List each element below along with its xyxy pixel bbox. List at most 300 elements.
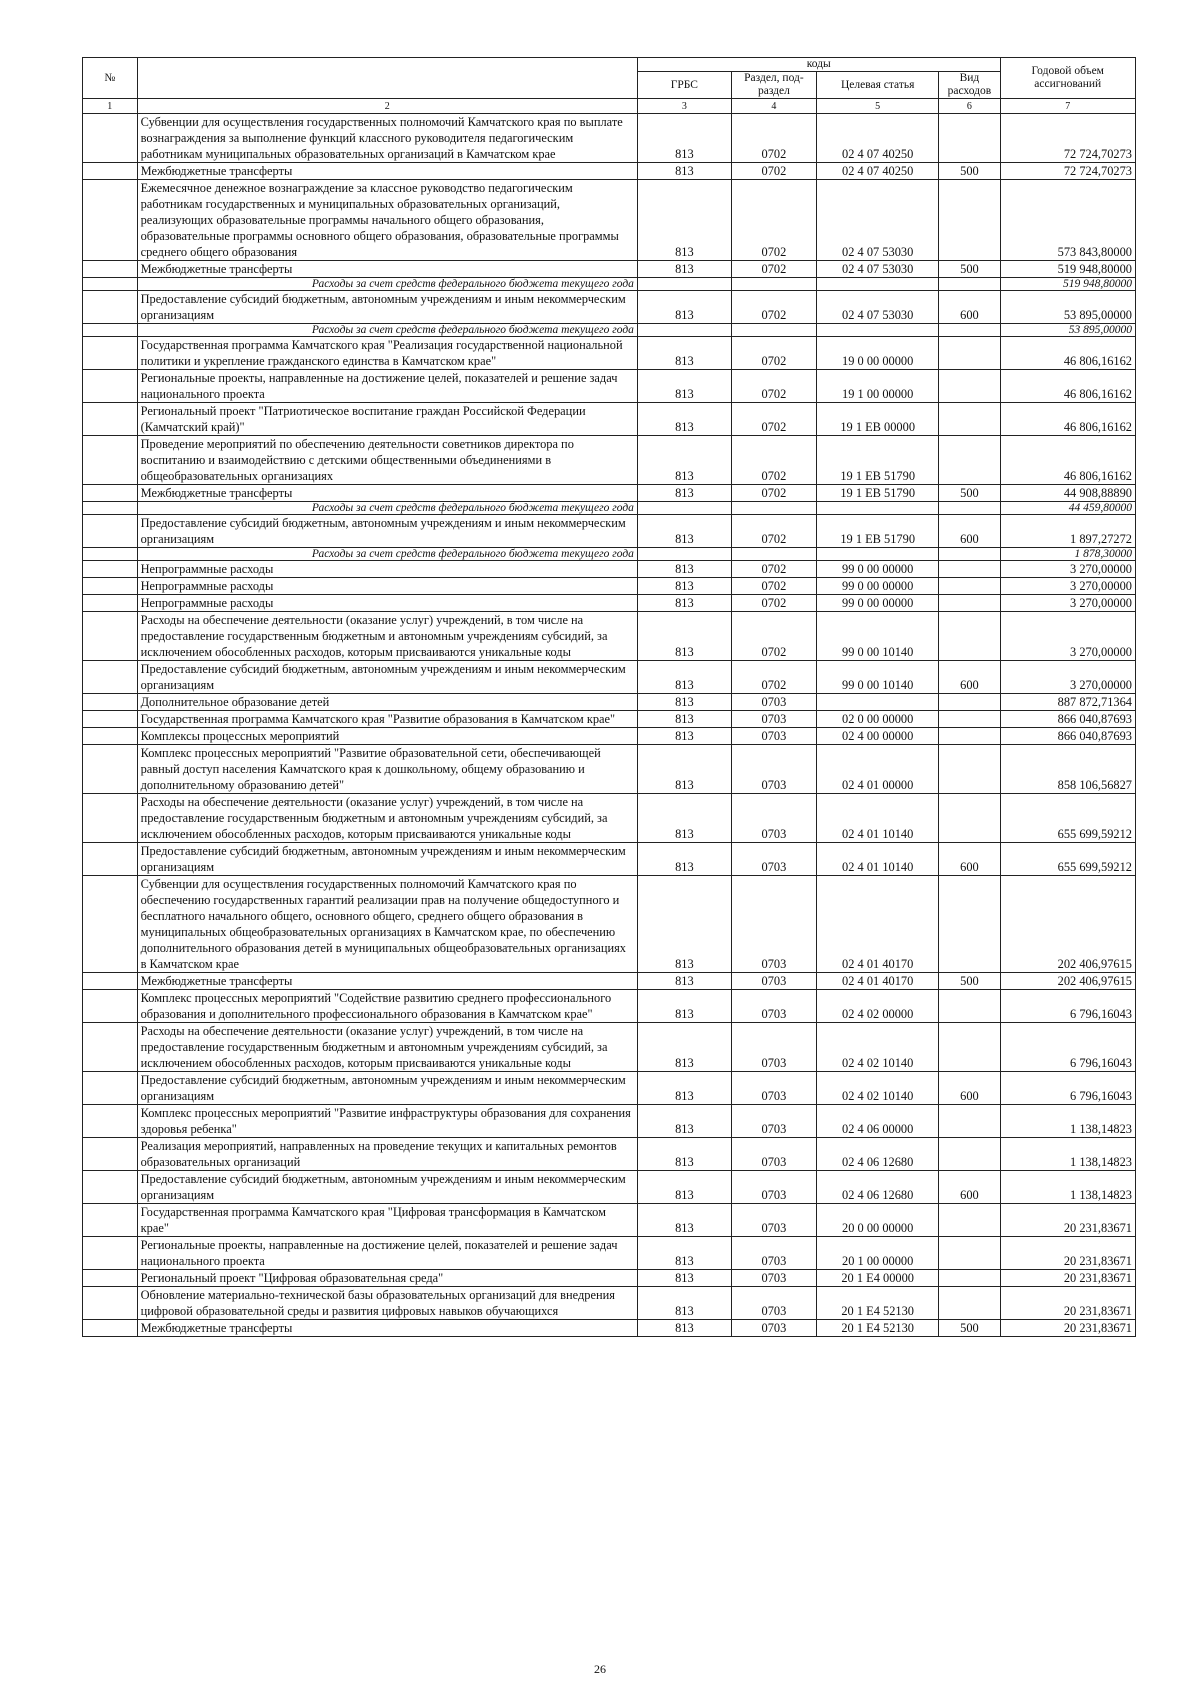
row-vid-cell (939, 728, 1000, 745)
row-name-cell: Непрограммные расходы (137, 578, 637, 595)
row-target-cell: 20 0 00 00000 (817, 1204, 939, 1237)
row-grbs-cell: 813 (637, 1072, 731, 1105)
row-name-cell: Межбюджетные трансферты (137, 485, 637, 502)
table-row (83, 794, 1136, 843)
table-row (83, 114, 1136, 163)
col-num-5: 5 (817, 99, 939, 114)
row-grbs-cell (637, 502, 731, 515)
row-vid-cell: 600 (939, 661, 1000, 694)
header-number: № (83, 58, 138, 99)
row-amount-cell: 866 040,87693 (1000, 711, 1136, 728)
row-target-cell: 02 4 02 10140 (817, 1072, 939, 1105)
row-name-cell: Межбюджетные трансферты (137, 261, 637, 278)
row-grbs-cell: 813 (637, 1237, 731, 1270)
row-number-cell (83, 1072, 138, 1105)
row-razdel-cell: 0703 (731, 990, 816, 1023)
row-razdel-cell: 0703 (731, 1204, 816, 1237)
row-razdel-cell: 0702 (731, 163, 816, 180)
row-grbs-cell: 813 (637, 711, 731, 728)
row-amount-cell: 20 231,83671 (1000, 1204, 1136, 1237)
table-row (83, 595, 1136, 612)
col-num-2: 2 (137, 99, 637, 114)
row-name-cell: Комплекс процессных мероприятий "Содействие развитию среднего профессионального образования и дополнительного профессионального образования в Камчатском крае" (137, 990, 637, 1023)
row-name-cell: Дополнительное образование детей (137, 694, 637, 711)
row-grbs-cell: 813 (637, 990, 731, 1023)
row-vid-cell (939, 502, 1000, 515)
row-amount-cell: 53 895,00000 (1000, 291, 1136, 324)
row-amount-cell: 519 948,80000 (1000, 278, 1136, 291)
row-vid-cell (939, 1105, 1000, 1138)
budget-table (82, 57, 1136, 1337)
row-name-cell: Межбюджетные трансферты (137, 1320, 637, 1337)
row-vid-cell (939, 1204, 1000, 1237)
table-row (83, 1320, 1136, 1337)
row-grbs-cell: 813 (637, 180, 731, 261)
row-amount-cell: 20 231,83671 (1000, 1320, 1136, 1337)
row-grbs-cell: 813 (637, 561, 731, 578)
table-row (83, 843, 1136, 876)
row-grbs-cell: 813 (637, 1171, 731, 1204)
row-razdel-cell: 0703 (731, 1138, 816, 1171)
row-vid-cell (939, 370, 1000, 403)
row-amount-cell: 866 040,87693 (1000, 728, 1136, 745)
row-name-cell: Расходы за счет средств федерального бюджета текущего года (137, 324, 637, 337)
row-razdel-cell: 0703 (731, 745, 816, 794)
row-name-cell: Предоставление субсидий бюджетным, автономным учреждениям и иным некоммерческим организациям (137, 515, 637, 548)
row-razdel-cell: 0703 (731, 1237, 816, 1270)
table-row (83, 1105, 1136, 1138)
row-vid-cell (939, 548, 1000, 561)
row-target-cell (817, 548, 939, 561)
table-row (83, 1023, 1136, 1072)
row-amount-cell: 72 724,70273 (1000, 163, 1136, 180)
row-vid-cell (939, 1138, 1000, 1171)
table-note-row (83, 324, 1136, 337)
row-number-cell (83, 337, 138, 370)
row-target-cell (817, 694, 939, 711)
row-amount-cell: 519 948,80000 (1000, 261, 1136, 278)
row-vid-cell (939, 1237, 1000, 1270)
row-amount-cell: 46 806,16162 (1000, 403, 1136, 436)
header-razdel: Раздел, под-раздел (731, 72, 816, 99)
row-target-cell: 02 4 01 10140 (817, 843, 939, 876)
row-name-cell: Государственная программа Камчатского края "Цифровая трансформация в Камчатском крае" (137, 1204, 637, 1237)
table-row (83, 612, 1136, 661)
row-razdel-cell: 0702 (731, 661, 816, 694)
header-vid: Вид расходов (939, 72, 1000, 99)
row-name-cell: Государственная программа Камчатского края "Реализация государственной национальной политики и укрепление гражданского единства в Камчатском крае" (137, 337, 637, 370)
row-number-cell (83, 370, 138, 403)
row-razdel-cell: 0702 (731, 595, 816, 612)
table-row (83, 291, 1136, 324)
row-grbs-cell: 813 (637, 1204, 731, 1237)
row-razdel-cell: 0703 (731, 694, 816, 711)
row-vid-cell (939, 1023, 1000, 1072)
row-grbs-cell: 813 (637, 261, 731, 278)
row-razdel-cell: 0702 (731, 485, 816, 502)
row-target-cell: 20 1 Е4 00000 (817, 1270, 939, 1287)
row-name-cell: Предоставление субсидий бюджетным, автономным учреждениям и иным некоммерческим организациям (137, 1072, 637, 1105)
table-row (83, 370, 1136, 403)
row-name-cell: Предоставление субсидий бюджетным, автономным учреждениям и иным некоммерческим организациям (137, 843, 637, 876)
row-number-cell (83, 794, 138, 843)
row-grbs-cell: 813 (637, 973, 731, 990)
row-amount-cell: 3 270,00000 (1000, 578, 1136, 595)
row-amount-cell: 887 872,71364 (1000, 694, 1136, 711)
row-name-cell: Расходы за счет средств федерального бюджета текущего года (137, 548, 637, 561)
row-grbs-cell (637, 278, 731, 291)
table-note-row (83, 548, 1136, 561)
row-grbs-cell: 813 (637, 728, 731, 745)
row-number-cell (83, 728, 138, 745)
row-target-cell: 02 4 07 53030 (817, 291, 939, 324)
row-target-cell: 02 4 06 00000 (817, 1105, 939, 1138)
row-name-cell: Расходы на обеспечение деятельности (оказание услуг) учреждений, в том числе на предоставление государственным бюджетным и автономным учреждениям субсидий, за исключением обособленных расходов, которым присваиваются уникальные коды (137, 794, 637, 843)
row-number-cell (83, 291, 138, 324)
row-grbs-cell: 813 (637, 163, 731, 180)
row-name-cell: Комплекс процессных мероприятий "Развитие образовательной сети, обеспечивающей равный доступ населения Камчатского края к дошкольному, общему образованию и дополнительному образованию детей" (137, 745, 637, 794)
row-name-cell: Расходы за счет средств федерального бюджета текущего года (137, 502, 637, 515)
row-target-cell: 20 1 Е4 52130 (817, 1287, 939, 1320)
row-target-cell: 02 4 01 40170 (817, 973, 939, 990)
row-amount-cell: 1 878,30000 (1000, 548, 1136, 561)
row-razdel-cell: 0702 (731, 561, 816, 578)
row-vid-cell: 500 (939, 1320, 1000, 1337)
row-razdel-cell (731, 324, 816, 337)
table-row (83, 973, 1136, 990)
row-grbs-cell: 813 (637, 1023, 731, 1072)
table-row (83, 163, 1136, 180)
row-number-cell (83, 578, 138, 595)
row-vid-cell (939, 990, 1000, 1023)
row-target-cell: 99 0 00 00000 (817, 578, 939, 595)
row-name-cell: Расходы за счет средств федерального бюджета текущего года (137, 278, 637, 291)
row-razdel-cell: 0702 (731, 515, 816, 548)
table-row (83, 1138, 1136, 1171)
row-number-cell (83, 114, 138, 163)
row-grbs-cell: 813 (637, 794, 731, 843)
row-vid-cell (939, 114, 1000, 163)
row-target-cell: 02 4 02 10140 (817, 1023, 939, 1072)
row-number-cell (83, 324, 138, 337)
row-grbs-cell: 813 (637, 291, 731, 324)
row-amount-cell: 573 843,80000 (1000, 180, 1136, 261)
row-grbs-cell: 813 (637, 337, 731, 370)
row-amount-cell: 44 908,88890 (1000, 485, 1136, 502)
row-grbs-cell: 813 (637, 612, 731, 661)
row-grbs-cell: 813 (637, 694, 731, 711)
row-target-cell: 99 0 00 10140 (817, 612, 939, 661)
table-row (83, 578, 1136, 595)
table-row (83, 337, 1136, 370)
row-amount-cell: 1 138,14823 (1000, 1138, 1136, 1171)
table-note-row (83, 502, 1136, 515)
row-vid-cell (939, 337, 1000, 370)
row-number-cell (83, 990, 138, 1023)
row-vid-cell: 500 (939, 163, 1000, 180)
col-num-7: 7 (1000, 99, 1136, 114)
row-target-cell (817, 278, 939, 291)
row-razdel-cell: 0702 (731, 403, 816, 436)
row-grbs-cell: 813 (637, 515, 731, 548)
row-number-cell (83, 694, 138, 711)
table-body (83, 114, 1136, 1337)
row-vid-cell: 500 (939, 973, 1000, 990)
table-row (83, 1270, 1136, 1287)
table-row (83, 180, 1136, 261)
row-amount-cell: 3 270,00000 (1000, 595, 1136, 612)
row-razdel-cell: 0703 (731, 711, 816, 728)
row-vid-cell (939, 794, 1000, 843)
row-name-cell: Предоставление субсидий бюджетным, автономным учреждениям и иным некоммерческим организациям (137, 661, 637, 694)
row-target-cell: 02 4 07 53030 (817, 261, 939, 278)
row-amount-cell: 72 724,70273 (1000, 114, 1136, 163)
col-num-3: 3 (637, 99, 731, 114)
row-target-cell: 02 4 07 40250 (817, 114, 939, 163)
row-vid-cell (939, 578, 1000, 595)
row-amount-cell: 655 699,59212 (1000, 843, 1136, 876)
row-name-cell: Комплекс процессных мероприятий "Развитие инфраструктуры образования для сохранения здоровья ребенка" (137, 1105, 637, 1138)
row-razdel-cell: 0703 (731, 1105, 816, 1138)
row-number-cell (83, 502, 138, 515)
row-name-cell: Межбюджетные трансферты (137, 973, 637, 990)
row-amount-cell: 655 699,59212 (1000, 794, 1136, 843)
row-number-cell (83, 1270, 138, 1287)
row-amount-cell: 1 897,27272 (1000, 515, 1136, 548)
row-grbs-cell: 813 (637, 745, 731, 794)
row-target-cell: 02 0 00 00000 (817, 711, 939, 728)
row-name-cell: Региональный проект "Цифровая образовательная среда" (137, 1270, 637, 1287)
table-row (83, 728, 1136, 745)
row-target-cell (817, 502, 939, 515)
row-amount-cell: 20 231,83671 (1000, 1237, 1136, 1270)
row-number-cell (83, 261, 138, 278)
row-grbs-cell: 813 (637, 843, 731, 876)
row-razdel-cell: 0703 (731, 1270, 816, 1287)
row-number-cell (83, 403, 138, 436)
row-vid-cell: 500 (939, 261, 1000, 278)
row-razdel-cell: 0703 (731, 843, 816, 876)
row-number-cell (83, 973, 138, 990)
row-target-cell: 19 1 ЕВ 51790 (817, 436, 939, 485)
row-name-cell: Региональный проект "Патриотическое воспитание граждан Российской Федерации (Камчатский край)" (137, 403, 637, 436)
row-vid-cell (939, 876, 1000, 973)
row-amount-cell: 3 270,00000 (1000, 612, 1136, 661)
header-grbs: ГРБС (637, 72, 731, 99)
row-number-cell (83, 561, 138, 578)
row-target-cell: 02 4 06 12680 (817, 1138, 939, 1171)
row-name-cell: Реализация мероприятий, направленных на проведение текущих и капитальных ремонтов образовательных организаций (137, 1138, 637, 1171)
row-number-cell (83, 1105, 138, 1138)
row-grbs-cell: 813 (637, 661, 731, 694)
row-razdel-cell: 0703 (731, 1320, 816, 1337)
table-row (83, 436, 1136, 485)
row-razdel-cell: 0702 (731, 261, 816, 278)
row-name-cell: Расходы на обеспечение деятельности (оказание услуг) учреждений, в том числе на предоставление государственным бюджетным и автономным учреждениям субсидий, за исключением обособленных расходов, которым присваиваются уникальные коды (137, 612, 637, 661)
row-vid-cell (939, 1270, 1000, 1287)
row-razdel-cell (731, 278, 816, 291)
row-target-cell: 02 4 07 40250 (817, 163, 939, 180)
row-vid-cell (939, 403, 1000, 436)
row-grbs-cell: 813 (637, 485, 731, 502)
table-row (83, 661, 1136, 694)
row-vid-cell: 500 (939, 485, 1000, 502)
row-name-cell: Межбюджетные трансферты (137, 163, 637, 180)
row-amount-cell: 44 459,80000 (1000, 502, 1136, 515)
row-razdel-cell (731, 502, 816, 515)
header-amount: Годовой объем ассигнований (1000, 58, 1136, 99)
row-name-cell: Расходы на обеспечение деятельности (оказание услуг) учреждений, в том числе на предоставление государственным бюджетным и автономным учреждениям субсидий, за исключением обособленных расходов, которым присваиваются уникальные коды (137, 1023, 637, 1072)
table-row (83, 261, 1136, 278)
row-razdel-cell: 0703 (731, 794, 816, 843)
row-name-cell: Проведение мероприятий по обеспечению деятельности советников директора по воспитанию и взаимодействию с детскими общественными объединениями в общеобразовательных организациях (137, 436, 637, 485)
row-target-cell: 02 4 07 53030 (817, 180, 939, 261)
row-target-cell: 20 1 00 00000 (817, 1237, 939, 1270)
row-number-cell (83, 1204, 138, 1237)
row-number-cell (83, 595, 138, 612)
header-target: Целевая статья (817, 72, 939, 99)
row-razdel-cell: 0702 (731, 370, 816, 403)
row-grbs-cell: 813 (637, 1270, 731, 1287)
col-num-4: 4 (731, 99, 816, 114)
row-razdel-cell: 0702 (731, 114, 816, 163)
row-number-cell (83, 711, 138, 728)
table-row (83, 1171, 1136, 1204)
row-number-cell (83, 1237, 138, 1270)
row-number-cell (83, 485, 138, 502)
row-vid-cell (939, 612, 1000, 661)
row-amount-cell: 3 270,00000 (1000, 661, 1136, 694)
row-grbs-cell: 813 (637, 1105, 731, 1138)
row-razdel-cell: 0702 (731, 612, 816, 661)
table-row (83, 515, 1136, 548)
row-target-cell: 99 0 00 10140 (817, 661, 939, 694)
row-razdel-cell: 0702 (731, 180, 816, 261)
row-razdel-cell: 0702 (731, 578, 816, 595)
row-number-cell (83, 1320, 138, 1337)
row-target-cell: 99 0 00 00000 (817, 561, 939, 578)
row-target-cell: 99 0 00 00000 (817, 595, 939, 612)
row-vid-cell: 600 (939, 1072, 1000, 1105)
row-vid-cell (939, 745, 1000, 794)
row-vid-cell (939, 436, 1000, 485)
row-number-cell (83, 180, 138, 261)
row-grbs-cell: 813 (637, 370, 731, 403)
row-name-cell: Региональные проекты, направленные на достижение целей, показателей и решение задач национального проекта (137, 1237, 637, 1270)
row-amount-cell: 6 796,16043 (1000, 1023, 1136, 1072)
col-num-6: 6 (939, 99, 1000, 114)
row-vid-cell (939, 711, 1000, 728)
row-vid-cell (939, 561, 1000, 578)
row-grbs-cell: 813 (637, 114, 731, 163)
row-number-cell (83, 436, 138, 485)
table-header-row (83, 58, 1136, 72)
row-name-cell: Непрограммные расходы (137, 595, 637, 612)
row-name-cell: Предоставление субсидий бюджетным, автономным учреждениям и иным некоммерческим организациям (137, 1171, 637, 1204)
header-name (137, 58, 637, 99)
row-grbs-cell (637, 324, 731, 337)
row-amount-cell: 46 806,16162 (1000, 370, 1136, 403)
row-razdel-cell: 0702 (731, 291, 816, 324)
row-name-cell: Субвенции для осуществления государственных полномочий Камчатского края по обеспечению государственных гарантий реализации прав на получение общедоступного и бесплатного начального общего, основного общего, среднего общего образования в муниципальных общеобразовательных организациях в Камчатском крае, по обеспечению дополнительного образования детей в муниципальных общеобразовательных организациях в Камчатском крае (137, 876, 637, 973)
row-number-cell (83, 1287, 138, 1320)
row-grbs-cell: 813 (637, 1287, 731, 1320)
row-target-cell (817, 324, 939, 337)
row-name-cell: Обновление материально-технической базы образовательных организаций для внедрения цифровой образовательной среды и развития цифровых навыков обучающихся (137, 1287, 637, 1320)
row-target-cell: 19 0 00 00000 (817, 337, 939, 370)
table-row (83, 485, 1136, 502)
row-target-cell: 19 1 ЕВ 51790 (817, 485, 939, 502)
row-vid-cell (939, 595, 1000, 612)
row-amount-cell: 3 270,00000 (1000, 561, 1136, 578)
row-grbs-cell: 813 (637, 1138, 731, 1171)
row-grbs-cell: 813 (637, 1320, 731, 1337)
row-target-cell: 02 4 01 00000 (817, 745, 939, 794)
row-number-cell (83, 745, 138, 794)
row-vid-cell: 600 (939, 843, 1000, 876)
row-razdel-cell: 0703 (731, 1287, 816, 1320)
row-grbs-cell: 813 (637, 595, 731, 612)
row-name-cell: Ежемесячное денежное вознаграждение за классное руководство педагогическим работникам государственных и муниципальных образовательных организаций, реализующих образовательные программы начального общего образования, образовательные программы основного общего образования, образовательные программы среднего общего образования (137, 180, 637, 261)
row-name-cell: Непрограммные расходы (137, 561, 637, 578)
row-vid-cell (939, 1287, 1000, 1320)
row-target-cell: 02 4 01 40170 (817, 876, 939, 973)
row-razdel-cell: 0703 (731, 728, 816, 745)
row-vid-cell (939, 694, 1000, 711)
row-amount-cell: 202 406,97615 (1000, 973, 1136, 990)
row-amount-cell: 202 406,97615 (1000, 876, 1136, 973)
table-row (83, 711, 1136, 728)
row-razdel-cell: 0702 (731, 337, 816, 370)
row-target-cell: 19 1 ЕВ 51790 (817, 515, 939, 548)
row-name-cell: Региональные проекты, направленные на достижение целей, показателей и решение задач национального проекта (137, 370, 637, 403)
table-row (83, 990, 1136, 1023)
table-row (83, 745, 1136, 794)
table-note-row (83, 278, 1136, 291)
row-number-cell (83, 278, 138, 291)
row-razdel-cell: 0703 (731, 1072, 816, 1105)
row-amount-cell: 858 106,56827 (1000, 745, 1136, 794)
row-target-cell: 02 4 00 00000 (817, 728, 939, 745)
row-number-cell (83, 515, 138, 548)
row-razdel-cell: 0703 (731, 1171, 816, 1204)
row-number-cell (83, 661, 138, 694)
row-target-cell: 02 4 01 10140 (817, 794, 939, 843)
row-target-cell: 02 4 06 12680 (817, 1171, 939, 1204)
row-razdel-cell: 0703 (731, 1023, 816, 1072)
page-number: 26 (594, 1662, 606, 1676)
row-vid-cell (939, 324, 1000, 337)
row-amount-cell: 20 231,83671 (1000, 1287, 1136, 1320)
row-number-cell (83, 1138, 138, 1171)
row-amount-cell: 1 138,14823 (1000, 1105, 1136, 1138)
row-amount-cell: 6 796,16043 (1000, 1072, 1136, 1105)
row-grbs-cell: 813 (637, 436, 731, 485)
row-target-cell: 19 1 ЕВ 00000 (817, 403, 939, 436)
row-vid-cell (939, 180, 1000, 261)
row-target-cell: 19 1 00 00000 (817, 370, 939, 403)
row-razdel-cell (731, 548, 816, 561)
row-number-cell (83, 612, 138, 661)
row-razdel-cell: 0703 (731, 973, 816, 990)
row-amount-cell: 6 796,16043 (1000, 990, 1136, 1023)
row-number-cell (83, 548, 138, 561)
table-row (83, 1237, 1136, 1270)
column-number-row (83, 99, 1136, 114)
col-num-1: 1 (83, 99, 138, 114)
row-amount-cell: 46 806,16162 (1000, 337, 1136, 370)
row-razdel-cell: 0703 (731, 876, 816, 973)
